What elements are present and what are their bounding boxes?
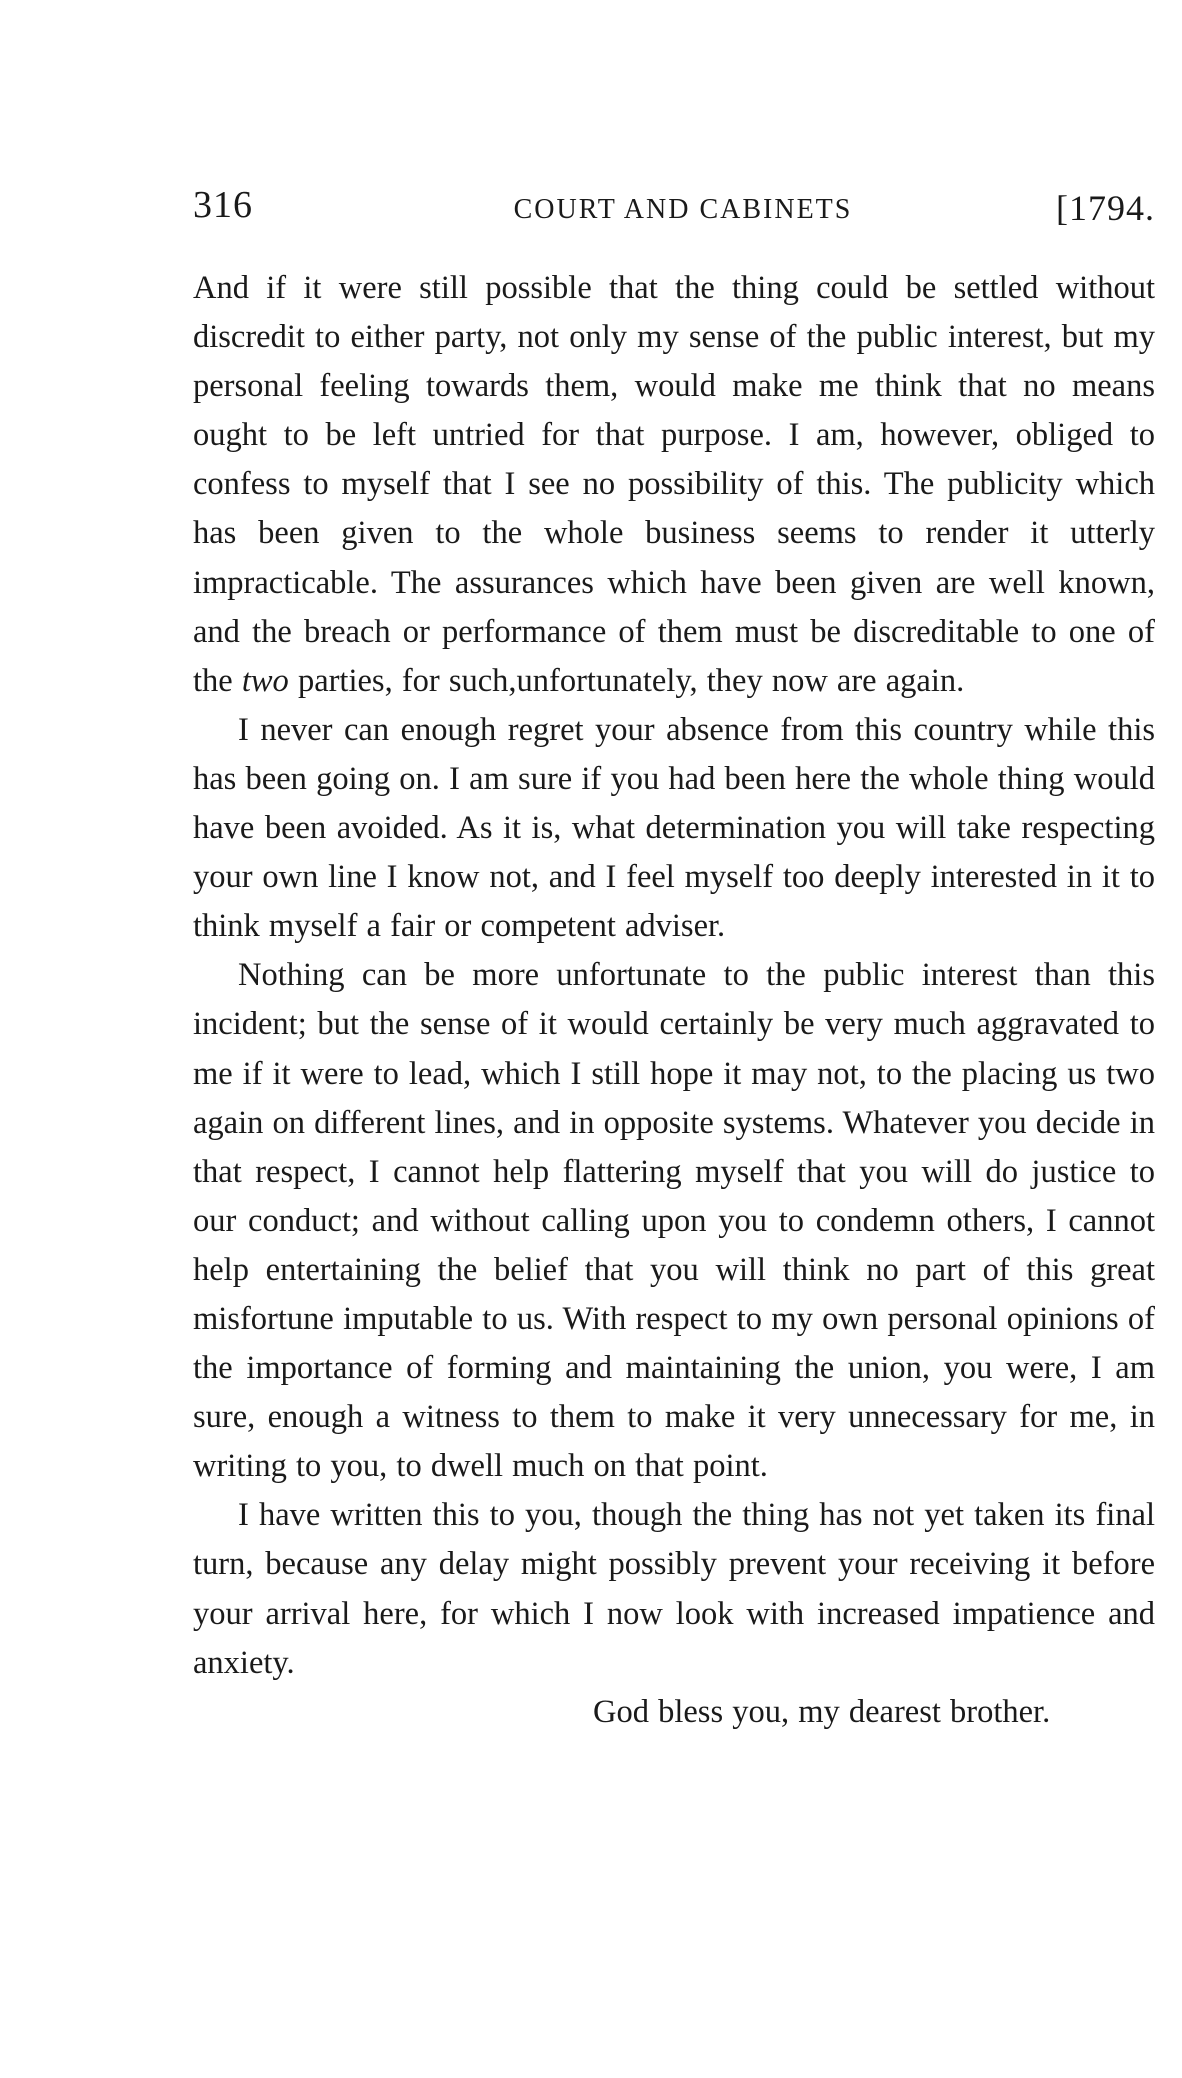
paragraph-4: I have written this to you, though the thing has not yet taken its final turn, because any delay might possibly prevent your receiving it before your arrival here, for which I now look with increased impatience and anxiety. xyxy=(193,1497,1155,1681)
page-body xyxy=(193,264,1155,1737)
closing-line: God bless you, my dearest brother. xyxy=(593,1693,1051,1730)
paragraph-1-italic: two xyxy=(241,662,289,699)
running-head: COURT AND CABINETS xyxy=(513,194,853,225)
page-header xyxy=(193,183,1155,233)
year-marker: [1794. xyxy=(1056,188,1155,228)
page-number: 316 xyxy=(193,184,253,226)
paragraph-3: Nothing can be more unfortunate to the public interest than this incident; but the sense of it would certainly be very much aggravated to me if it were to lead, which I still hope it may not, to the placing us two again on different lines, and in opposite systems. Whatever you decide in that respect, I cannot help flattering myself that you will do justice to our conduct; and without calling upon you to condemn others, I cannot help entertaining the belief that you will think no part of this great misfortune imputable to us. With respect to my own personal opinions of the importance of forming and maintaining the union, you were, I am sure, enough a witness to them to make it very unnecessary for me, in writing to you, to dwell much on that point. xyxy=(193,957,1155,1485)
paragraph-1-text-end: parties, for such,unfortunately, they now are again. xyxy=(288,662,965,699)
paragraph-2: I never can enough regret your absence from this country while this has been going on. I am sure if you had been here the whole thing would have been avoided. As it is, what determination you will take respecting your own line I know not, and I feel myself too deeply interested in it to think myself a fair or competent adviser. xyxy=(193,711,1155,945)
paragraph-1-text: And if it were still possible that the thing could be settled without discredit to either party, not only my sense of the public interest, but my personal feeling towards them, would make me think that no means ought to be left untried for that purpose. I am, however, obliged to confess to myself that I see no possibility of this. The publicity which has been given to the whole business seems to render it utterly impracticable. The assurances which have been given are well known, and the breach or performance of them must be discreditable to one of the xyxy=(193,270,1155,699)
paragraph-1 xyxy=(193,264,1155,706)
